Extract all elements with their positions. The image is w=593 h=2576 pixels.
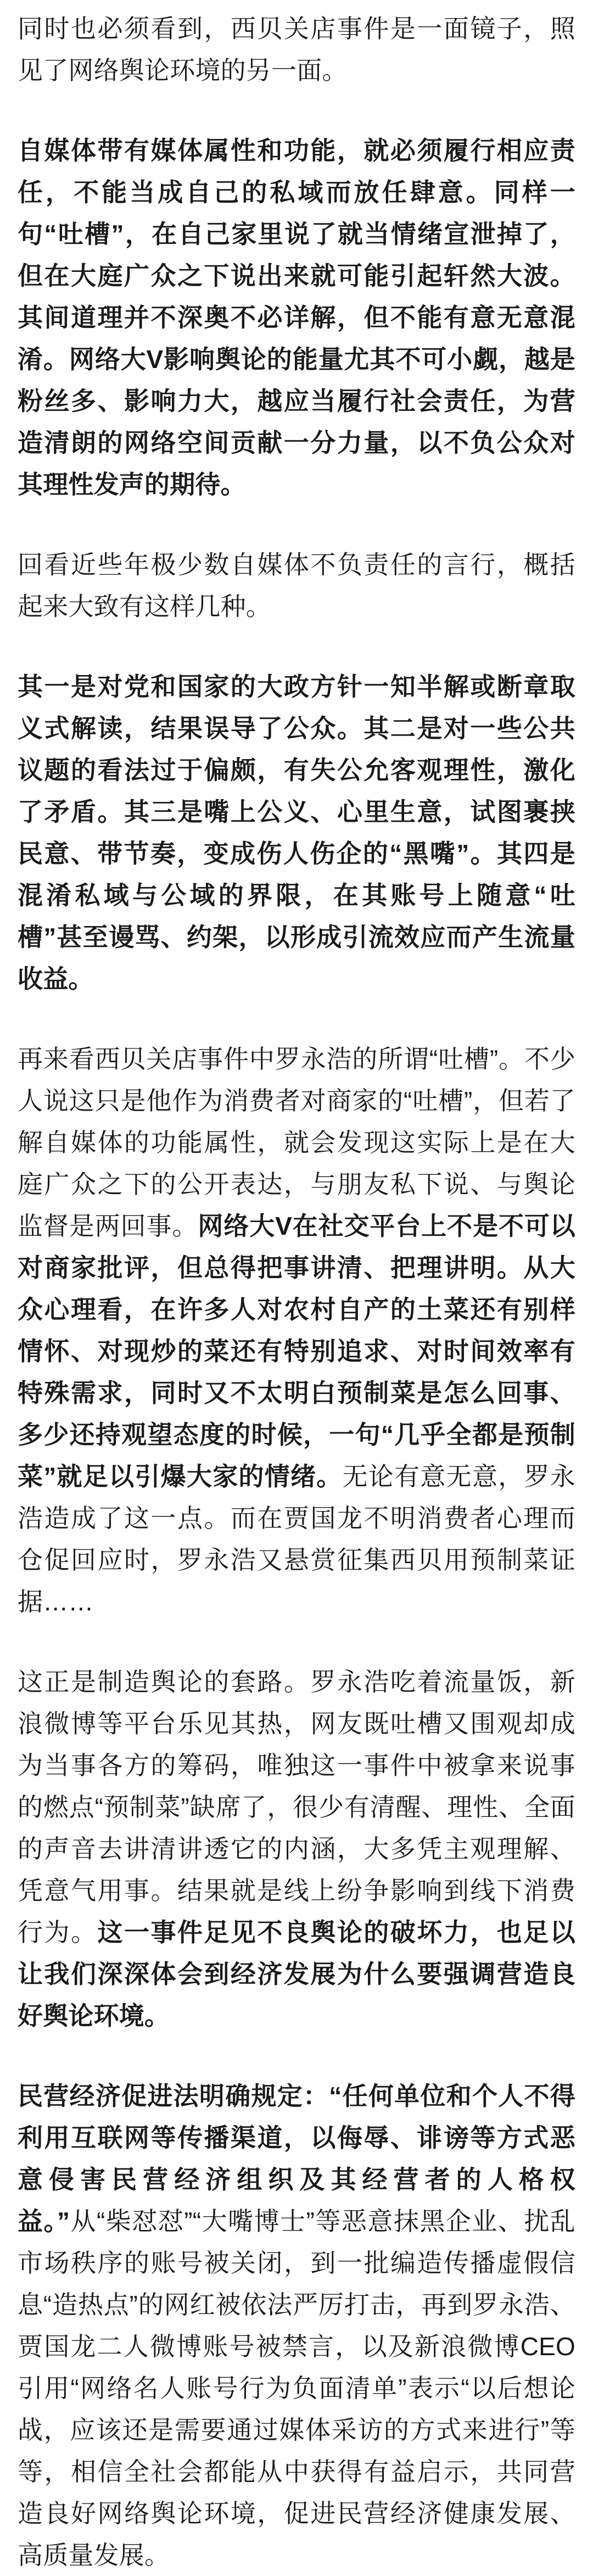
paragraph-text-bold: 自媒体带有媒体属性和功能，就必须履行相应责任，不能当成自己的私域而放任肆意。同样一句“吐槽”，在自己家里说了就当情绪宣泄掉了，但在大庭广众之下说出来就可能引起轩然大波。其间道理并不深奥不必详解，但不能有意无意混淆。网络大V影响舆论的能量尤其不可小觑，越是粉丝多、影响力大，越应当履行社会责任，为营造清朗的网络空间贡献一分力量，以不负公众对其理性发声的期待。 [18, 136, 575, 499]
paragraph [18, 2075, 575, 2576]
paragraph [18, 130, 575, 505]
paragraph-text-bold: 民营经济促进法明确规定：“任何单位和个人不得利用互联网等传播渠道，以侮辱、诽谤等方式恶意侵害民营经济组织及其经营者的人格权益。” [18, 2082, 575, 2235]
paragraph-text: 这正是制造舆论的套路。罗永浩吃着流量饭，新浪微博等平台乐见其热，网友既吐槽又围观却成为当事各方的筹码，唯独这一事件中被拿来说事的燃点“预制菜”缺席了，很少有清醒、理性、全面的声音去讲清讲透它的内涵，大多凭主观理解、凭意气用事。结果就是线上纷争影响到线下消费行为。 [18, 1668, 575, 1947]
paragraph-text: 再来看西贝关店事件中罗永浩的所谓“吐槽”。不少人说这只是他作为消费者对商家的“吐槽”，但若了解自媒体的功能属性，就会发现这实际上是在大庭广众之下的公开表达，与朋友私下说、与舆论监督是两回事。 [18, 1045, 575, 1240]
paragraph [18, 544, 575, 627]
paragraph [18, 666, 575, 1000]
paragraph-text: 从“柴怼怼”“大嘴博士”等恶意抹黑企业、扰乱市场秩序的账号被关闭，到一批编造传播虚假信息“造热点”的网红被依法严厉打击，再到罗永浩、贾国龙二人微博账号被禁言，以及新浪微博CEO引用“网络名人账号行为负面清单”表示“以后想论战，应该还是需要通过媒体采访的方式来进行”等等，相信全社会都能从中获得有益启示，共同营造良好网络舆论环境，促进民营经济健康发展、高质量发展。 [18, 2207, 575, 2569]
paragraph [18, 8, 575, 91]
paragraph [18, 1661, 575, 2037]
paragraph-text-bold: 这一事件足见不良舆论的破坏力，也足以让我们深深体会到经济发展为什么要强调营造良好舆论环境。 [18, 1918, 575, 2030]
paragraph-text: 无论有意无意，罗永浩造成了这一点。而在贾国龙不明消费者心理而仓促回应时，罗永浩又悬赏征集西贝用预制菜证据…… [18, 1462, 575, 1616]
paragraph-text-bold: 其一是对党和国家的大政方针一知半解或断章取义式解读，结果误导了公众。其二是对一些公共议题的看法过于偏颇，有失公允客观理性，激化了矛盾。其三是嘴上公义、心里生意，试图裹挟民意、带节奏，变成伤人伤企的“黑嘴”。其四是混淆私域与公域的界限，在其账号上随意“吐槽”甚至谩骂、约架，以形成引流效应而产生流量收益。 [18, 672, 575, 993]
paragraph-text: 回看近些年极少数自媒体不负责任的言行，概括起来大致有这样几种。 [18, 550, 575, 621]
paragraph-text: 同时也必须看到，西贝关店事件是一面镜子，照见了网络舆论环境的另一面。 [18, 14, 575, 85]
paragraph [18, 1038, 575, 1622]
paragraph-text-bold: 网络大V在社交平台上不是不可以对商家批评，但总得把事讲清、把理讲明。从大众心理看，在许多人对农村自产的土菜还有别样情怀、对现炒的菜还有特别追求、对时间效率有特殊需求，同时又不太明白预制菜是怎么回事、多少还持观望态度的时候，一句“几乎全都是预制菜”就足以引爆大家的情绪。 [18, 1212, 575, 1491]
